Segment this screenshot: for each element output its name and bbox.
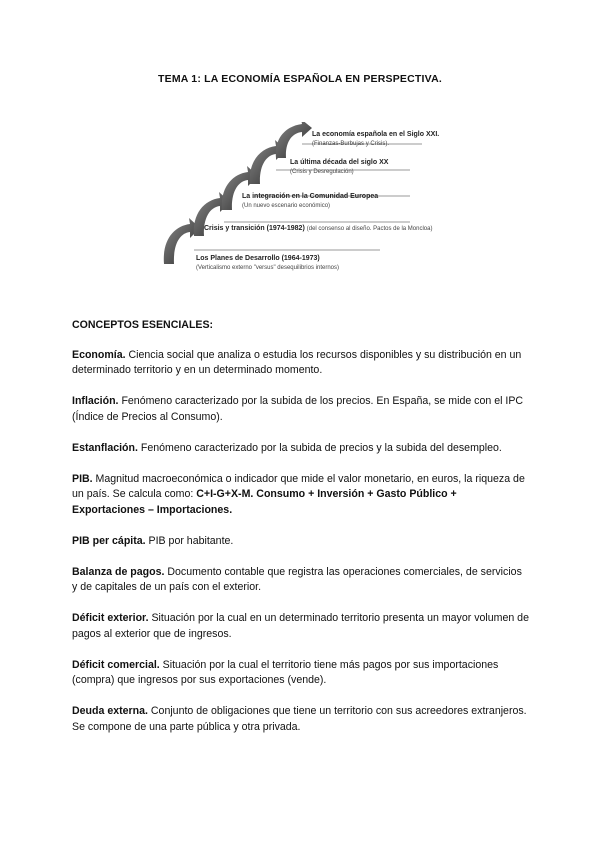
concept-term: Déficit comercial.	[72, 658, 160, 671]
concept-definition: Ciencia social que analiza o estudia los recursos disponibles y su distribución en un determinado territorio y en un determinado momento.	[72, 348, 522, 376]
pib-formula: C+I-G+X-M. Consumo + Inversión + Gasto Público + Exportaciones – Importaciones.	[72, 488, 457, 516]
concept-definition: Fenómeno caracterizado por la subida de los precios. En España, se mide con el IPC (Índice de Precios al Consumo).	[72, 395, 524, 423]
concept-balanza-de-pagos	[72, 565, 530, 596]
diagram-step-2-note: (Crisis y Desregulación)	[290, 169, 354, 175]
page-title: TEMA 1: LA ECONOMÍA ESPAÑOLA EN PERSPECTIVA.	[158, 73, 442, 85]
concept-pib-per-capita	[72, 534, 530, 550]
concept-deficit-comercial	[72, 658, 530, 689]
diagram-step-4-note: (del consenso al diseño. Pactos de la Moncloa)	[306, 226, 433, 232]
concept-term: Deuda externa.	[72, 705, 148, 717]
diagram-step-2	[290, 158, 388, 177]
concept-definition: Documento contable que registra las operaciones comerciales, de servicios y de capitales de un país con el exterior.	[72, 565, 522, 593]
diagram-step-3	[242, 192, 378, 211]
concept-term: PIB.	[72, 472, 93, 485]
concept-inflacion	[72, 394, 530, 425]
concept-term: Balanza de pagos.	[72, 565, 165, 578]
concept-definition: Fenómeno caracterizado por la subida de precios y la subida del desempleo.	[137, 441, 502, 454]
diagram-step-2-heading: La última década del siglo XX	[290, 159, 389, 166]
diagram-step-4	[204, 224, 432, 234]
concept-definition: Magnitud macroeconómica o indicador que mide el valor monetario, en euros, la riqueza de un país. Se calcula como:	[72, 472, 525, 500]
diagram-step-3-heading: La integración en la Comunidad Europea	[242, 193, 379, 200]
concept-definition: Situación por la cual el territorio tiene más pagos por sus importaciones (compra) que ingresos por sus exportaciones (vende).	[72, 658, 499, 686]
concept-definition: PIB por habitante.	[145, 534, 234, 547]
concept-term: Estanflación.	[72, 441, 138, 454]
concept-deuda-externa	[72, 704, 530, 735]
diagram-step-1-note: (Finanzas-Burbujas y Crisis).	[312, 141, 390, 147]
concepts-section	[72, 318, 530, 751]
diagram-step-3-note: (Un nuevo escenario económico)	[242, 203, 331, 209]
concept-economia	[72, 348, 530, 379]
concept-term: Déficit exterior.	[72, 612, 149, 624]
diagram-step-1-heading: La economía española en el Siglo XXI.	[312, 131, 440, 138]
concept-deficit-exterior	[72, 611, 530, 642]
concept-definition: Situación por la cual en un determinado territorio presenta un mayor volumen de pagos al exterior que de ingresos.	[72, 612, 529, 640]
arrow-5	[276, 122, 312, 158]
concept-term: Economía.	[72, 348, 126, 361]
diagram-step-4-heading: Crisis y transición (1974-1982)	[204, 225, 305, 232]
diagram-step-5	[196, 254, 339, 273]
diagram-step-1	[312, 130, 439, 149]
diagram-step-5-note: (Verticalismo externo "versus" desequilibrios internos)	[196, 265, 339, 271]
concept-pib	[72, 472, 530, 519]
concept-definition: Conjunto de obligaciones que tiene un territorio con sus acreedores extranjeros. Se compone de una parte pública y otra privada.	[72, 705, 527, 733]
section-heading: CONCEPTOS ESENCIALES:	[72, 319, 214, 331]
staircase-diagram	[160, 122, 440, 282]
concept-estanflacion	[72, 441, 530, 457]
diagram-step-5-heading: Los Planes de Desarrollo (1964-1973)	[196, 255, 320, 262]
concept-term: Inflación.	[72, 395, 119, 407]
concept-term: PIB per cápita.	[72, 534, 146, 547]
